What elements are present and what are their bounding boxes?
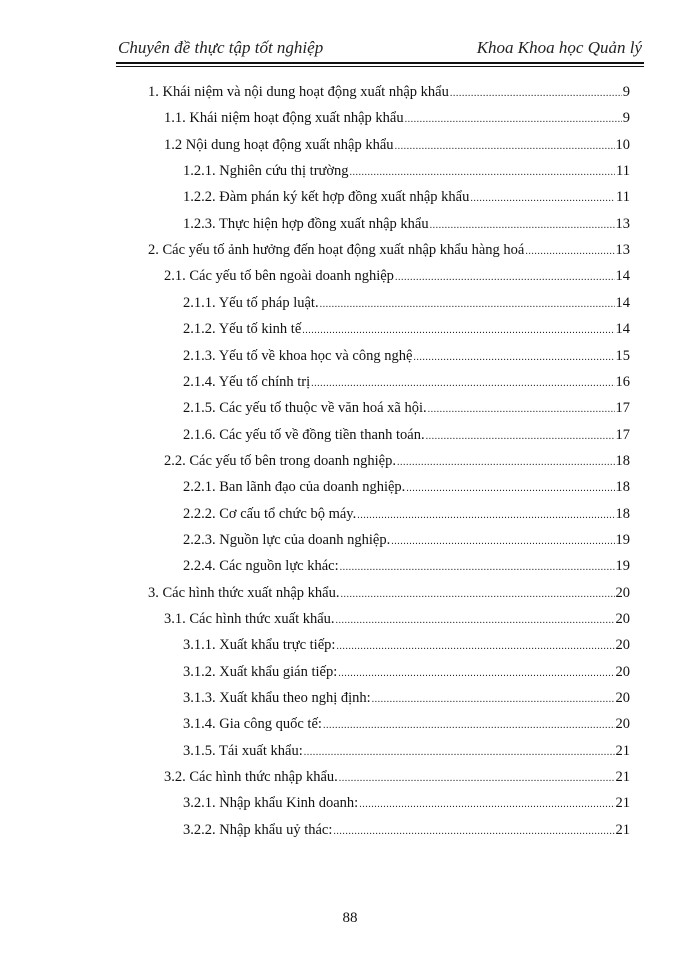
toc-entry	[148, 238, 630, 262]
toc-entry	[164, 607, 630, 631]
toc-entry-title: 2.1.6. Các yếu tố về đồng tiền thanh toán.	[183, 426, 425, 443]
toc-entry-page: 21	[615, 769, 630, 786]
toc-entry-title: 3.2. Các hình thức nhập khẩu.	[164, 769, 338, 786]
toc-dot-leader	[525, 240, 614, 264]
toc-entry-page: 20	[615, 690, 630, 707]
toc-entry-page: 20	[615, 637, 630, 654]
toc-dot-leader	[391, 530, 614, 554]
toc-entry	[148, 581, 630, 605]
toc-entry-title: 1.2.1. Nghiên cứu thị trường	[183, 163, 349, 180]
toc-dot-leader	[406, 477, 614, 501]
toc-entry-page: 14	[615, 294, 630, 311]
toc-dot-leader	[336, 609, 615, 633]
toc-entry	[183, 291, 630, 315]
toc-dot-leader	[372, 688, 615, 712]
toc-entry	[183, 159, 630, 183]
toc-entry	[164, 133, 630, 157]
toc-entry-title: 2.2.1. Ban lãnh đạo của doanh nghiệp.	[183, 479, 406, 496]
toc-entry-page: 20	[615, 716, 630, 733]
toc-entry-page: 14	[615, 321, 630, 338]
toc-entry-title: 2.2.2. Cơ cấu tổ chức bộ máy.	[183, 505, 357, 522]
toc-entry	[183, 502, 630, 526]
toc-entry-title: 3.1.5. Tái xuất khẩu:	[183, 742, 303, 759]
toc-dot-leader	[333, 820, 614, 844]
toc-entry-page: 19	[615, 558, 630, 575]
toc-entry	[183, 423, 630, 447]
toc-entry	[183, 396, 630, 420]
toc-dot-leader	[395, 135, 615, 159]
toc-entry-title: 3.2.1. Nhập khẩu Kinh doanh:	[183, 795, 359, 812]
toc-entry-page: 11	[616, 163, 630, 180]
toc-dot-leader	[323, 714, 615, 738]
toc-entry-title: 3.1.3. Xuất khẩu theo nghị định:	[183, 690, 371, 707]
toc-entry-page: 13	[615, 242, 630, 259]
toc-entry-page: 18	[615, 452, 630, 469]
toc-entry	[183, 317, 630, 341]
toc-entry-page: 14	[615, 268, 630, 285]
toc-entry	[183, 554, 630, 578]
toc-entry	[164, 765, 630, 789]
toc-entry-title: 2.2.3. Nguồn lực của doanh nghiệp.	[183, 531, 391, 548]
toc-dot-leader	[357, 504, 614, 528]
toc-dot-leader	[302, 319, 614, 343]
toc-dot-leader	[359, 793, 614, 817]
toc-dot-leader	[430, 214, 615, 238]
toc-dot-leader	[426, 425, 615, 449]
toc-entry-page: 17	[615, 426, 630, 443]
toc-entry	[183, 528, 630, 552]
toc-entry-title: 3.1. Các hình thức xuất khẩu.	[164, 611, 335, 627]
toc-entry-page: 21	[615, 742, 630, 759]
toc-entry-title: 2.2. Các yếu tố bên trong doanh nghiệp.	[164, 452, 396, 469]
toc-entry	[183, 660, 630, 684]
toc-entry-title: 2.1. Các yếu tố bên ngoài doanh nghiệp	[164, 268, 394, 285]
toc-entry-title: 3.2.2. Nhập khẩu uỷ thác:	[183, 821, 333, 838]
toc-entry-page: 21	[615, 795, 630, 812]
toc-dot-leader	[339, 767, 615, 791]
header-right: Khoa Khoa học Quản lý	[476, 38, 642, 57]
toc-entry	[183, 686, 630, 710]
toc-entry-title: 3.1.1. Xuất khẩu trực tiếp:	[183, 637, 336, 654]
toc-dot-leader	[350, 161, 615, 185]
toc-entry	[183, 818, 630, 842]
toc-entry-title: 2.1.5. Các yếu tố thuộc về văn hoá xã hội.	[183, 400, 427, 417]
toc-entry	[164, 106, 630, 130]
toc-entry-page: 9	[622, 84, 630, 100]
toc-entry	[183, 344, 630, 368]
toc-entry	[183, 475, 630, 499]
toc-dot-leader	[470, 187, 615, 211]
header-left: Chuyên đề thực tập tốt nghiệp	[118, 38, 324, 57]
toc-entry	[148, 80, 630, 104]
toc-entry-title: 2.1.3. Yếu tố về khoa học và công nghệ	[183, 347, 413, 364]
toc-entry	[164, 264, 630, 288]
toc-entry	[183, 633, 630, 657]
toc-dot-leader	[338, 662, 614, 686]
toc-entry-page: 16	[615, 373, 630, 390]
page-header	[118, 38, 642, 60]
toc-dot-leader	[428, 398, 615, 422]
toc-entry-page: 18	[615, 505, 630, 522]
toc-dot-leader	[395, 266, 615, 290]
toc-entry-page: 10	[615, 136, 630, 153]
toc-entry-page: 15	[615, 347, 630, 364]
toc-entry-title: 2.2.4. Các nguồn lực khác:	[183, 558, 339, 575]
toc-entry-page: 20	[615, 584, 630, 601]
toc-dot-leader	[320, 293, 615, 317]
toc-entry-page: 11	[616, 189, 630, 206]
toc-entry-page: 20	[615, 663, 630, 680]
page-number: 88	[342, 910, 358, 926]
toc-entry-page: 9	[622, 110, 630, 127]
toc-entry-title: 1.2.3. Thực hiện hợp đồng xuất nhập khẩu	[183, 215, 429, 232]
toc-dot-leader	[413, 346, 614, 370]
toc-entry	[164, 449, 630, 473]
toc-entry-title: 1.1. Khái niệm hoạt động xuất nhập khẩu	[164, 110, 404, 127]
toc-dot-leader	[311, 372, 614, 396]
toc-entry-title: 2.1.4. Yếu tố chính trị	[183, 373, 311, 390]
toc-dot-leader	[336, 635, 614, 659]
toc-entry	[183, 370, 630, 394]
toc-dot-leader	[450, 82, 622, 106]
toc-entry-page: 17	[615, 400, 630, 417]
toc-entry-page: 13	[615, 215, 630, 232]
toc-dot-leader	[340, 556, 615, 580]
toc-entry-title: 3.1.2. Xuất khẩu gián tiếp:	[183, 663, 338, 680]
toc-entry-title: 3.1.4. Gia công quốc tế:	[183, 716, 322, 733]
toc-dot-leader	[304, 741, 615, 765]
toc-entry-page: 21	[615, 821, 630, 838]
toc-entry-title: 1.2.2. Đàm phán ký kết hợp đồng xuất nhập khẩu	[183, 189, 470, 206]
toc-entry	[183, 212, 630, 236]
toc-entry-page: 19	[615, 531, 630, 548]
toc-dot-leader	[405, 108, 622, 132]
toc-entry-title: 1. Khái niệm và nội dung hoạt động xuất nhập khẩu	[148, 84, 449, 100]
toc-entry-title: 3. Các hình thức xuất nhập khẩu.	[148, 584, 340, 601]
toc-dot-leader	[340, 583, 614, 607]
toc-entry-page: 18	[615, 479, 630, 496]
toc-entry	[183, 185, 630, 209]
toc-entry-title: 2.1.2. Yếu tố kinh tế	[183, 321, 302, 338]
toc-entry-title: 2.1.1. Yếu tố pháp luật.	[183, 294, 319, 311]
header-rule	[116, 62, 644, 64]
toc-entry-page: 20	[615, 611, 630, 627]
toc-entry	[183, 791, 630, 815]
toc-dot-leader	[397, 451, 615, 475]
toc-entry	[183, 712, 630, 736]
toc-entry-title: 2. Các yếu tố ảnh hưởng đến hoạt động xuất nhập khẩu hàng hoá	[148, 242, 525, 259]
toc-entry	[183, 739, 630, 763]
toc-entry-title: 1.2 Nội dung hoạt động xuất nhập khẩu	[164, 136, 394, 153]
header-rule-thin	[116, 66, 644, 67]
